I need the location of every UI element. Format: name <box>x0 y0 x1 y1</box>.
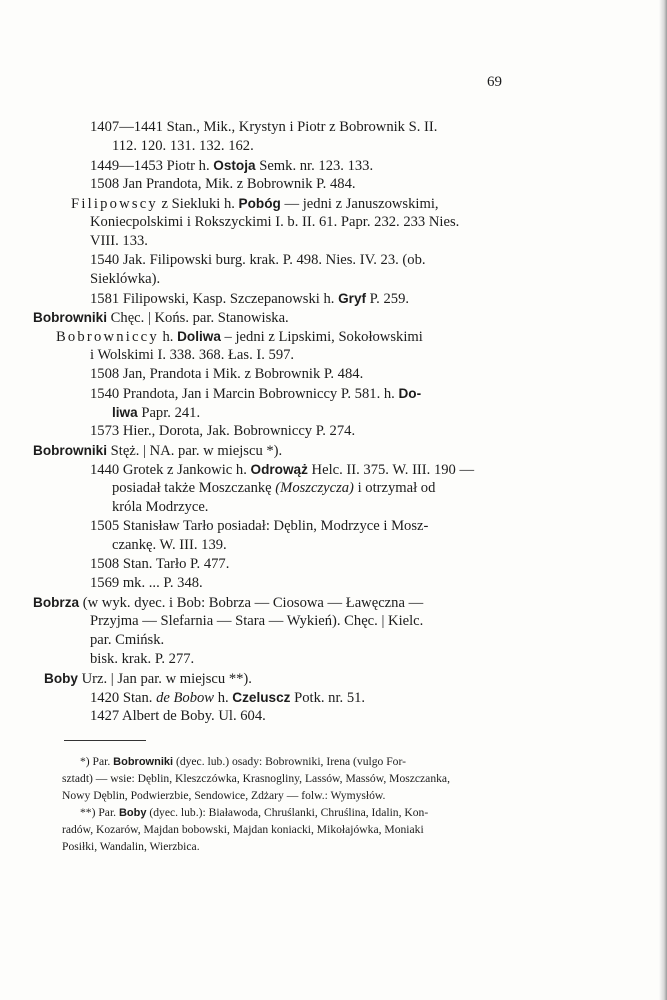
entry-line: liwa Papr. 241. <box>112 405 201 421</box>
page-number: 69 <box>487 74 502 90</box>
entry-heading: Filipowscy z Siekluki h. Pobóg — jedni z Januszowskimi, <box>71 196 439 212</box>
entry-line: bisk. krak. P. 277. <box>90 651 195 667</box>
entry-line: par. Cmińsk. <box>90 632 165 648</box>
footnote-line: radów, Kozarów, Majdan bobowski, Majdan koniacki, Mikołajówka, Moniaki <box>62 823 424 836</box>
entry-line: 1508 Jan, Prandota i Mik. z Bobrownik P. 484. <box>90 366 364 382</box>
footnote-line: Nowy Dęblin, Podwierzbie, Sendowice, Zdżary — folw.: Wymysłów. <box>62 789 386 802</box>
entry-line: 1440 Grotek z Jankowic h. Odrowąż Helc. II. 375. W. III. 190 — <box>90 462 475 478</box>
page-edge-shadow <box>659 0 667 1000</box>
entry-line: VIII. 133. <box>90 233 148 249</box>
footnote-line: Posiłki, Wandalin, Wierzbica. <box>62 840 200 853</box>
entry-line: Przyjma — Slefarnia — Stara — Wykień). Chęc. | Kielc. <box>90 613 424 629</box>
entry-line: czankę. W. III. 139. <box>112 537 227 553</box>
entry-line: 1508 Stan. Tarło P. 477. <box>90 556 230 572</box>
entry-line: 1573 Hier., Dorota, Jak. Bobrowniccy P. 274. <box>90 423 356 439</box>
entry-line: króla Modrzyce. <box>112 499 209 515</box>
entry-line: 1569 mk. ... P. 348. <box>90 575 203 591</box>
entry-line: 1407—1441 Stan., Mik., Krystyn i Piotr z Bobrownik S. II. <box>90 119 438 135</box>
entry-heading: Bobrowniccy h. Doliwa – jedni z Lipskimi, Sokołowskimi <box>56 329 423 345</box>
entry-line: Sieklówka). <box>90 271 161 287</box>
entry-heading: Boby Urz. | Jan par. w miejscu **). <box>44 671 252 687</box>
entry-line: posiadał także Moszczankę (Moszczycza) i otrzymał od <box>112 480 436 496</box>
entry-line: Koniecpolskimi i Rokszyckimi I. b. II. 61. Papr. 232. 233 Nies. <box>90 214 460 230</box>
entry-heading: Bobrowniki Stęż. | NA. par. w miejscu *). <box>33 443 283 459</box>
entry-heading: Bobrowniki Chęc. | Końs. par. Stanowiska. <box>33 310 289 326</box>
footnote-line: *) Par. Bobrowniki (dyec. lub.) osady: Bobrowniki, Irena (vulgo For- <box>80 755 406 768</box>
entry-line: 1427 Albert de Boby. Ul. 604. <box>90 708 266 724</box>
entry-heading: Bobrza (w wyk. dyec. i Bob: Bobrza — Ciosowa — Ławęczna — <box>33 595 424 611</box>
entry-line: 1508 Jan Prandota, Mik. z Bobrownik P. 484. <box>90 176 356 192</box>
entry-line: 1581 Filipowski, Kasp. Szczepanowski h. Gryf P. 259. <box>90 291 410 307</box>
entry-line: i Wolskimi I. 338. 368. Łas. I. 597. <box>90 347 295 363</box>
entry-line: 1505 Stanisław Tarło posiadał: Dęblin, Modrzyce i Mosz- <box>90 518 429 534</box>
footnote-line: **) Par. Boby (dyec. lub.): Białawoda, Chruślanki, Chruślina, Idalin, Kon- <box>80 806 429 819</box>
entry-line: 1540 Jak. Filipowski burg. krak. P. 498. Nies. IV. 23. (ob. <box>90 252 426 268</box>
entry-line: 112. 120. 131. 132. 162. <box>112 138 254 154</box>
entry-line: 1540 Prandota, Jan i Marcin Bobrowniccy P. 581. h. Do- <box>90 386 422 402</box>
footnote-line: sztadt) — wsie: Dęblin, Kleszczówka, Krasnogliny, Lassów, Massów, Moszczanka, <box>62 772 450 785</box>
entry-line: 1449—1453 Piotr h. Ostoja Semk. nr. 123. 133. <box>90 158 374 174</box>
footnote-separator <box>64 740 146 741</box>
entry-line: 1420 Stan. de Bobow h. Czeluscz Potk. nr. 51. <box>90 690 366 706</box>
